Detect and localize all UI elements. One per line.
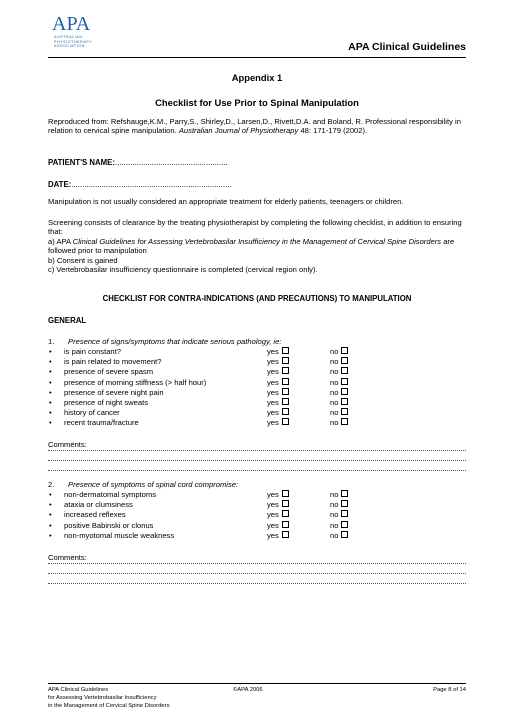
checklist-item-label: presence of night sweats xyxy=(64,398,149,407)
footer-left: APA Clinical Guidelines for Assessing Vertebrobasilar Insufficiency in the Management of Cervical Spine Disorders xyxy=(48,687,170,709)
bullet: • xyxy=(49,490,52,499)
no-option: no xyxy=(330,357,348,367)
checklist-item-label: is pain related to movement? xyxy=(64,357,162,367)
footer-copyright: ©APA 2006 xyxy=(233,687,263,693)
checklist-item xyxy=(48,357,468,367)
checklist-item xyxy=(48,418,468,428)
yes-checkbox[interactable] xyxy=(282,388,289,395)
no-checkbox[interactable] xyxy=(341,398,348,405)
yes-checkbox[interactable] xyxy=(282,378,289,385)
checklist-item xyxy=(48,531,468,541)
no-option: no xyxy=(330,418,348,428)
yes-checkbox[interactable] xyxy=(282,510,289,517)
yes-checkbox[interactable] xyxy=(282,357,289,364)
no-option: no xyxy=(330,367,348,377)
yes-checkbox[interactable] xyxy=(282,418,289,425)
bullet: • xyxy=(49,418,52,428)
checklist-item xyxy=(48,490,468,500)
bullet: • xyxy=(49,387,52,397)
comment-line[interactable] xyxy=(48,460,466,461)
checklist-item-label: positive Babinski or clonus xyxy=(64,520,154,530)
section1-heading: 1. Presence of signs/symptoms that indicate serious pathology, ie: xyxy=(48,337,282,346)
comment-line[interactable] xyxy=(48,583,466,584)
section2-comments-label: Comments: xyxy=(48,553,87,562)
no-option: no xyxy=(330,521,348,531)
screening-paragraph: Screening consists of clearance by the treating physiotherapist by completing the following checklist, in addition to ensuring that: a) APA Clinical Guidelines for Assessing Vertebrobasilar Insufficiency in the Management of Cervical Spine Disorders are followed prior to manipulation b) Consent is gained c) Vertebrobasilar insufficiency questionnaire is completed (cervical region only). xyxy=(48,218,462,275)
checklist-item xyxy=(48,510,468,520)
checklist-item xyxy=(48,347,468,357)
date-field: DATE:.......................................................................... xyxy=(48,180,232,189)
checklist-item-label: non-dermatomal symptoms xyxy=(64,490,157,499)
yes-checkbox[interactable] xyxy=(282,398,289,405)
comment-line[interactable] xyxy=(48,573,466,574)
logo-mark: APA xyxy=(52,13,91,35)
no-option: no xyxy=(330,500,348,510)
yes-option: yes xyxy=(267,500,289,510)
yes-option: yes xyxy=(267,357,289,367)
no-option: no xyxy=(330,490,348,500)
bullet: • xyxy=(49,367,52,377)
checklist-item-label: is pain constant? xyxy=(64,347,121,356)
reference-paragraph: Reproduced from: Refshauge,K.M., Parry,S., Shirley,D., Larsen,D., Rivett,D.A. and Boland, R. Professional responsibility in relation to cervical spine manipulation. Australian Journal of Physiotherapy 48: 171-179 (2002). xyxy=(48,117,461,136)
header-rule xyxy=(48,57,466,58)
checklist-item-label: non-myotomal muscle weakness xyxy=(64,530,175,540)
no-option: no xyxy=(330,347,348,357)
bullet: • xyxy=(49,357,52,367)
checklist-item-label: recent trauma/fracture xyxy=(64,418,139,428)
yes-checkbox[interactable] xyxy=(282,408,289,415)
header-title: APA Clinical Guidelines xyxy=(348,41,466,53)
checklist-item-label: presence of severe spasm xyxy=(64,367,154,377)
checklist-item xyxy=(48,521,468,531)
checklist-item xyxy=(48,408,468,418)
no-option: no xyxy=(330,378,348,388)
checklist-item-label: presence of morning stiffness (> half hour) xyxy=(64,377,207,387)
checklist-heading: CHECKLIST FOR CONTRA-INDICATIONS (AND PRECAUTIONS) TO MANIPULATION xyxy=(102,294,412,303)
no-checkbox[interactable] xyxy=(341,367,348,374)
section1-comments-label: Comments: xyxy=(48,440,87,449)
yes-option: yes xyxy=(267,510,289,520)
yes-option: yes xyxy=(267,408,289,418)
no-checkbox[interactable] xyxy=(341,408,348,415)
bullet: • xyxy=(49,408,52,418)
bullet: • xyxy=(49,530,52,540)
yes-checkbox[interactable] xyxy=(282,367,289,374)
bullet: • xyxy=(49,398,52,407)
no-checkbox[interactable] xyxy=(341,388,348,395)
no-checkbox[interactable] xyxy=(341,418,348,425)
yes-checkbox[interactable] xyxy=(282,490,289,497)
yes-option: yes xyxy=(267,531,289,541)
yes-option: yes xyxy=(267,367,289,377)
no-option: no xyxy=(330,510,348,520)
appendix-label: Appendix 1 xyxy=(231,72,283,83)
comment-line[interactable] xyxy=(48,450,466,451)
no-option: no xyxy=(330,388,348,398)
bullet: • xyxy=(49,520,52,530)
footer-page-number: Page 8 of 14 xyxy=(433,687,466,693)
no-option: no xyxy=(330,398,348,408)
yes-option: yes xyxy=(267,398,289,408)
document-title: Checklist for Use Prior to Spinal Manipulation xyxy=(155,97,359,108)
yes-option: yes xyxy=(267,490,289,500)
no-option: no xyxy=(330,531,348,541)
no-checkbox[interactable] xyxy=(341,490,348,497)
checklist-item xyxy=(48,367,468,377)
no-checkbox[interactable] xyxy=(341,378,348,385)
yes-option: yes xyxy=(267,521,289,531)
checklist-item-label: increased reflexes xyxy=(64,510,126,520)
yes-checkbox[interactable] xyxy=(282,521,289,528)
bullet: • xyxy=(49,377,52,387)
no-option: no xyxy=(330,408,348,418)
yes-checkbox[interactable] xyxy=(282,347,289,354)
logo-text: AUSTRALIAN PHYSIOTHERAPY ASSOCIATION xyxy=(54,35,93,48)
yes-option: yes xyxy=(267,418,289,428)
general-heading: GENERAL xyxy=(48,316,87,325)
no-checkbox[interactable] xyxy=(341,500,348,507)
intro-paragraph: Manipulation is not usually considered an appropriate treatment for elderly patients, teenagers or children. xyxy=(48,197,404,206)
no-checkbox[interactable] xyxy=(341,531,348,538)
checklist-item xyxy=(48,500,468,510)
yes-option: yes xyxy=(267,347,289,357)
yes-option: yes xyxy=(267,378,289,388)
no-checkbox[interactable] xyxy=(341,510,348,517)
bullet: • xyxy=(49,510,52,520)
no-checkbox[interactable] xyxy=(341,521,348,528)
checklist-item-label: presence of severe night pain xyxy=(64,387,164,397)
checklist-item xyxy=(48,388,468,398)
section2-heading: 2. Presence of symptoms of spinal cord compromise: xyxy=(48,480,239,489)
checklist-item-label: ataxia or clumsiness xyxy=(64,500,133,510)
checklist-item xyxy=(48,378,468,388)
yes-checkbox[interactable] xyxy=(282,531,289,538)
bullet: • xyxy=(49,500,52,510)
checklist-item-label: history of cancer xyxy=(64,408,120,418)
patient-name-field: PATIENT'S NAME:.................................................... xyxy=(48,158,228,167)
comment-line[interactable] xyxy=(48,563,466,564)
bullet: • xyxy=(49,347,52,356)
yes-option: yes xyxy=(267,388,289,398)
no-checkbox[interactable] xyxy=(341,347,348,354)
no-checkbox[interactable] xyxy=(341,357,348,364)
yes-checkbox[interactable] xyxy=(282,500,289,507)
comment-line[interactable] xyxy=(48,470,466,471)
checklist-item xyxy=(48,398,468,408)
footer-rule xyxy=(48,683,466,684)
